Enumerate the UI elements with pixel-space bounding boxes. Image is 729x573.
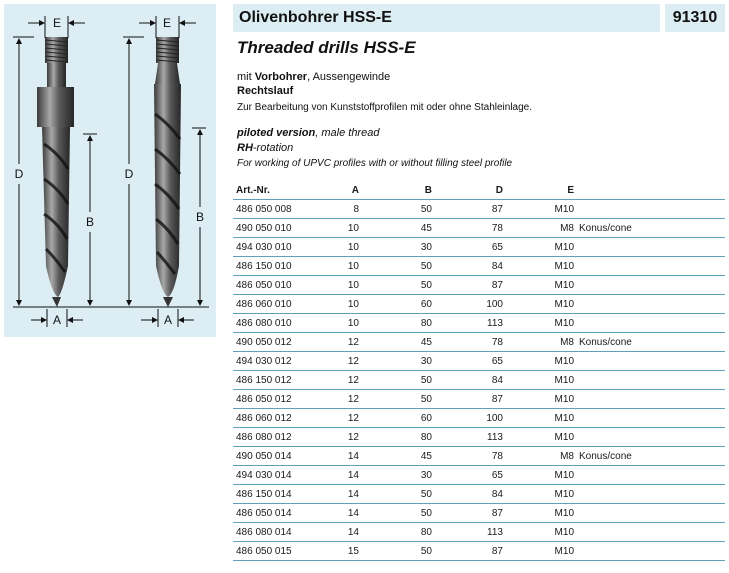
cell-b: 45 — [359, 447, 432, 466]
cell-note — [574, 504, 725, 523]
cell-d: 87 — [432, 200, 503, 219]
cell-b: 50 — [359, 371, 432, 390]
cell-note — [574, 257, 725, 276]
cell-d: 100 — [432, 295, 503, 314]
desc-de-line2 — [237, 85, 293, 97]
cell-note — [574, 276, 725, 295]
catalog-number: 91310 — [665, 4, 725, 32]
cell-note — [574, 409, 725, 428]
cell-e: M10 — [503, 542, 574, 561]
table-row — [233, 352, 725, 371]
cell-a: 12 — [326, 390, 359, 409]
table-row — [233, 542, 725, 561]
table-row — [233, 523, 725, 542]
cell-a: 14 — [326, 466, 359, 485]
cell-d: 78 — [432, 219, 503, 238]
desc-en-rh: RH — [237, 142, 253, 154]
cell-a: 10 — [326, 276, 359, 295]
desc-de-suffix: , Aussengewinde — [307, 71, 391, 83]
dim-label-b-right: B — [195, 210, 205, 224]
cell-d: 65 — [432, 238, 503, 257]
cell-a: 15 — [326, 542, 359, 561]
dim-label-a-right: A — [163, 313, 173, 327]
desc-en-line3: For working of UPVC profiles with or without filling steel profile — [237, 158, 513, 169]
cell-b: 50 — [359, 257, 432, 276]
cell-b: 30 — [359, 466, 432, 485]
dim-label-a-left: A — [52, 313, 62, 327]
cell-d: 65 — [432, 352, 503, 371]
product-table — [233, 182, 725, 561]
cell-d: 87 — [432, 504, 503, 523]
cell-e: M10 — [503, 200, 574, 219]
dim-label-e-left: E — [52, 16, 62, 30]
desc-en-bold: piloted version — [237, 127, 316, 139]
cell-art-nr: 490 050 010 — [233, 219, 326, 238]
cell-note — [574, 523, 725, 542]
table-row — [233, 219, 725, 238]
desc-en-suffix: , male thread — [315, 127, 380, 139]
col-header-e: E — [503, 182, 574, 200]
cell-note — [574, 390, 725, 409]
desc-de-rotation: Rechtslauf — [237, 85, 294, 97]
table-row — [233, 276, 725, 295]
table-row — [233, 257, 725, 276]
col-header-note — [574, 182, 725, 200]
col-header-a: A — [326, 182, 359, 200]
cell-art-nr: 486 050 010 — [233, 276, 326, 295]
cell-b: 50 — [359, 276, 432, 295]
cell-d: 84 — [432, 485, 503, 504]
cell-e: M10 — [503, 523, 574, 542]
cell-d: 113 — [432, 428, 503, 447]
cell-art-nr: 486 150 010 — [233, 257, 326, 276]
cell-a: 14 — [326, 447, 359, 466]
cell-a: 14 — [326, 523, 359, 542]
desc-en-line2 — [237, 142, 293, 154]
cell-a: 10 — [326, 238, 359, 257]
cell-art-nr: 486 080 012 — [233, 428, 326, 447]
table-row — [233, 447, 725, 466]
table-row — [233, 485, 725, 504]
cell-b: 50 — [359, 485, 432, 504]
cell-note: Konus/cone — [574, 219, 725, 238]
cell-a: 10 — [326, 314, 359, 333]
cell-a: 12 — [326, 333, 359, 352]
cell-b: 45 — [359, 219, 432, 238]
cell-note: Konus/cone — [574, 447, 725, 466]
cell-a: 8 — [326, 200, 359, 219]
cell-d: 78 — [432, 447, 503, 466]
table-row — [233, 295, 725, 314]
cell-a: 10 — [326, 295, 359, 314]
cell-d: 84 — [432, 257, 503, 276]
cell-b: 50 — [359, 390, 432, 409]
cell-note — [574, 542, 725, 561]
product-subtitle: Threaded drills HSS-E — [237, 38, 416, 57]
cell-art-nr: 494 030 012 — [233, 352, 326, 371]
cell-e: M10 — [503, 466, 574, 485]
cell-d: 113 — [432, 523, 503, 542]
cell-d: 113 — [432, 314, 503, 333]
col-header-d: D — [432, 182, 503, 200]
threaded-drill-drawing — [4, 4, 216, 337]
cell-e: M10 — [503, 295, 574, 314]
cell-d: 87 — [432, 276, 503, 295]
desc-en-line1 — [237, 127, 379, 139]
cell-b: 50 — [359, 542, 432, 561]
cell-note — [574, 428, 725, 447]
desc-de-line1 — [237, 71, 390, 83]
cell-e: M10 — [503, 504, 574, 523]
cell-a: 14 — [326, 485, 359, 504]
cell-note — [574, 238, 725, 257]
cell-d: 78 — [432, 333, 503, 352]
cell-e: M8 — [503, 333, 574, 352]
cell-e: M8 — [503, 447, 574, 466]
drill-right — [154, 37, 181, 307]
cell-note — [574, 371, 725, 390]
cell-art-nr: 486 050 008 — [233, 200, 326, 219]
cell-b: 80 — [359, 314, 432, 333]
cell-art-nr: 486 080 014 — [233, 523, 326, 542]
cell-a: 12 — [326, 428, 359, 447]
cell-e: M10 — [503, 409, 574, 428]
product-drawing — [4, 4, 216, 337]
table-row — [233, 409, 725, 428]
cell-art-nr: 486 060 012 — [233, 409, 326, 428]
cell-e: M10 — [503, 314, 574, 333]
cell-b: 60 — [359, 409, 432, 428]
cell-a: 10 — [326, 257, 359, 276]
table-row — [233, 504, 725, 523]
cell-b: 60 — [359, 295, 432, 314]
cell-a: 10 — [326, 219, 359, 238]
cell-art-nr: 486 080 010 — [233, 314, 326, 333]
cell-note — [574, 200, 725, 219]
cell-b: 30 — [359, 238, 432, 257]
cell-e: M10 — [503, 276, 574, 295]
desc-de-line3: Zur Bearbeitung von Kunststoffprofilen mit oder ohne Stahleinlage. — [237, 102, 532, 113]
table-row — [233, 333, 725, 352]
cell-e: M10 — [503, 428, 574, 447]
cell-note — [574, 485, 725, 504]
cell-a: 12 — [326, 352, 359, 371]
table-row — [233, 390, 725, 409]
cell-art-nr: 490 050 012 — [233, 333, 326, 352]
collar-left — [37, 87, 74, 127]
cell-d: 87 — [432, 390, 503, 409]
cell-e: M8 — [503, 219, 574, 238]
cell-e: M10 — [503, 371, 574, 390]
cell-note — [574, 466, 725, 485]
table-row — [233, 200, 725, 219]
cell-art-nr: 486 050 012 — [233, 390, 326, 409]
desc-en-rotation: -rotation — [252, 142, 294, 154]
cell-note — [574, 352, 725, 371]
cell-b: 45 — [359, 333, 432, 352]
cell-art-nr: 490 050 014 — [233, 447, 326, 466]
cell-art-nr: 486 050 015 — [233, 542, 326, 561]
table-body — [233, 200, 725, 561]
table-row — [233, 314, 725, 333]
table-row — [233, 428, 725, 447]
cell-e: M10 — [503, 390, 574, 409]
dim-label-d-left: D — [14, 167, 24, 181]
product-title: Olivenbohrer HSS-E — [233, 4, 660, 32]
cell-e: M10 — [503, 352, 574, 371]
cell-d: 84 — [432, 371, 503, 390]
dim-label-e-right: E — [162, 16, 172, 30]
cell-a: 12 — [326, 371, 359, 390]
drill-left — [37, 37, 74, 307]
cell-art-nr: 486 050 014 — [233, 504, 326, 523]
col-header-art-nr: Art.-Nr. — [233, 182, 326, 200]
cell-b: 50 — [359, 504, 432, 523]
cell-b: 50 — [359, 200, 432, 219]
cell-a: 14 — [326, 504, 359, 523]
dim-label-d-right: D — [124, 167, 134, 181]
cell-e: M10 — [503, 485, 574, 504]
cell-art-nr: 486 150 014 — [233, 485, 326, 504]
table-row — [233, 466, 725, 485]
cell-d: 65 — [432, 466, 503, 485]
table-header-row — [233, 182, 725, 200]
cell-note — [574, 314, 725, 333]
cell-note — [574, 295, 725, 314]
cell-e: M10 — [503, 257, 574, 276]
dim-label-b-left: B — [85, 215, 95, 229]
cell-art-nr: 494 030 010 — [233, 238, 326, 257]
cell-note: Konus/cone — [574, 333, 725, 352]
cell-art-nr: 486 060 010 — [233, 295, 326, 314]
cell-b: 30 — [359, 352, 432, 371]
table-row — [233, 238, 725, 257]
table-row — [233, 371, 725, 390]
cell-art-nr: 494 030 014 — [233, 466, 326, 485]
cell-a: 12 — [326, 409, 359, 428]
cell-d: 100 — [432, 409, 503, 428]
cell-d: 87 — [432, 542, 503, 561]
desc-de-prefix: mit — [237, 71, 255, 83]
cell-art-nr: 486 150 012 — [233, 371, 326, 390]
cell-e: M10 — [503, 238, 574, 257]
cell-b: 80 — [359, 523, 432, 542]
desc-de-bold: Vorbohrer — [254, 71, 308, 83]
col-header-b: B — [359, 182, 432, 200]
cell-b: 80 — [359, 428, 432, 447]
